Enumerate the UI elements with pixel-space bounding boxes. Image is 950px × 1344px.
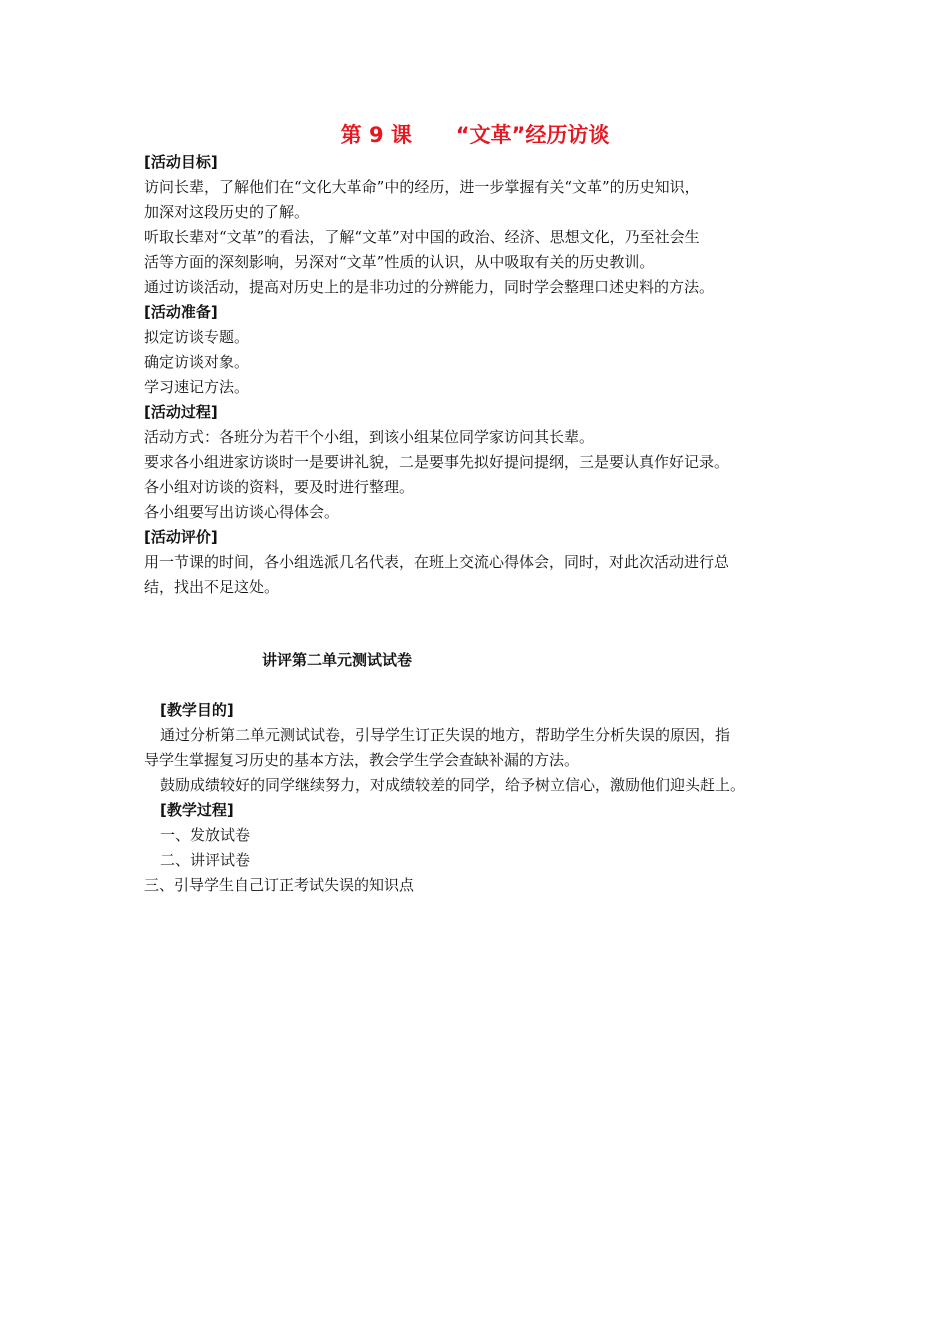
paragraph-line: 各小组要写出访谈心得体会。 bbox=[144, 503, 340, 521]
paragraph-line: 活动方式：各班分为若干个小组，到该小组某位同学家访问其长辈。 bbox=[144, 428, 595, 446]
paragraph-line: 学习速记方法。 bbox=[144, 378, 250, 396]
paragraph-line: 通过分析第二单元测试试卷，引导学生订正失误的地方，帮助学生分析失误的原因，指 bbox=[160, 726, 731, 744]
review-title: 讲评第二单元测试试卷 bbox=[262, 651, 413, 669]
paragraph-line: 活等方面的深刻影响，另深对“文革”性质的认识，从中吸取有关的历史教训。 bbox=[144, 253, 655, 271]
list-item: 一、发放试卷 bbox=[160, 826, 251, 844]
paragraph-line: 鼓励成绩较好的同学继续努力，对成绩较差的同学，给予树立信心，激励他们迎头赶上。 bbox=[160, 776, 746, 794]
paragraph-line: 拟定访谈专题。 bbox=[144, 328, 250, 346]
section-activity-preparation bbox=[144, 300, 816, 400]
section-teaching-goals bbox=[144, 698, 816, 798]
section-activity-goals bbox=[144, 150, 816, 300]
list-item: 二、讲评试卷 bbox=[160, 851, 251, 869]
section-heading: [活动目标] bbox=[144, 153, 218, 171]
paragraph-line: 要求各小组进家访谈时一是要讲礼貌，二是要事先拟好提问提纲，三是要认真作好记录。 bbox=[144, 453, 730, 471]
section-heading: [活动评价] bbox=[144, 528, 218, 546]
section-heading: [教学目的] bbox=[160, 701, 234, 719]
section-heading: [教学过程] bbox=[160, 801, 234, 819]
paragraph-line: 加深对这段历史的了解。 bbox=[144, 203, 310, 221]
paragraph-line: 通过访谈活动，提高对历史上的是非功过的分辨能力，同时学会整理口述史料的方法。 bbox=[144, 278, 715, 296]
paragraph-line: 用一节课的时间，各小组选派几名代表，在班上交流心得体会，同时，对此次活动进行总 bbox=[144, 553, 730, 571]
section-teaching-process bbox=[144, 798, 816, 898]
paragraph-line: 结，找出不足这处。 bbox=[144, 578, 280, 596]
section-heading: [活动准备] bbox=[144, 303, 218, 321]
paragraph-line: 各小组对访谈的资料，要及时进行整理。 bbox=[144, 478, 415, 496]
section-activity-evaluation bbox=[144, 525, 816, 600]
paragraph-line: 导学生掌握复习历史的基本方法，教会学生学会查缺补漏的方法。 bbox=[144, 751, 580, 769]
paragraph-line: 访问长辈，了解他们在“文化大革命”中的经历，进一步掌握有关“文革”的历史知识， bbox=[144, 178, 700, 196]
paragraph-line: 确定访谈对象。 bbox=[144, 353, 250, 371]
lesson-title: 第 9 课 “文革”经历访谈 bbox=[340, 123, 610, 147]
paragraph-line: 听取长辈对“文革”的看法，了解“文革”对中国的政治、经济、思想文化，乃至社会生 bbox=[144, 228, 700, 246]
list-item: 三、引导学生自己订正考试失误的知识点 bbox=[144, 876, 415, 894]
section-heading: [活动过程] bbox=[144, 403, 218, 421]
section-activity-process bbox=[144, 400, 816, 525]
